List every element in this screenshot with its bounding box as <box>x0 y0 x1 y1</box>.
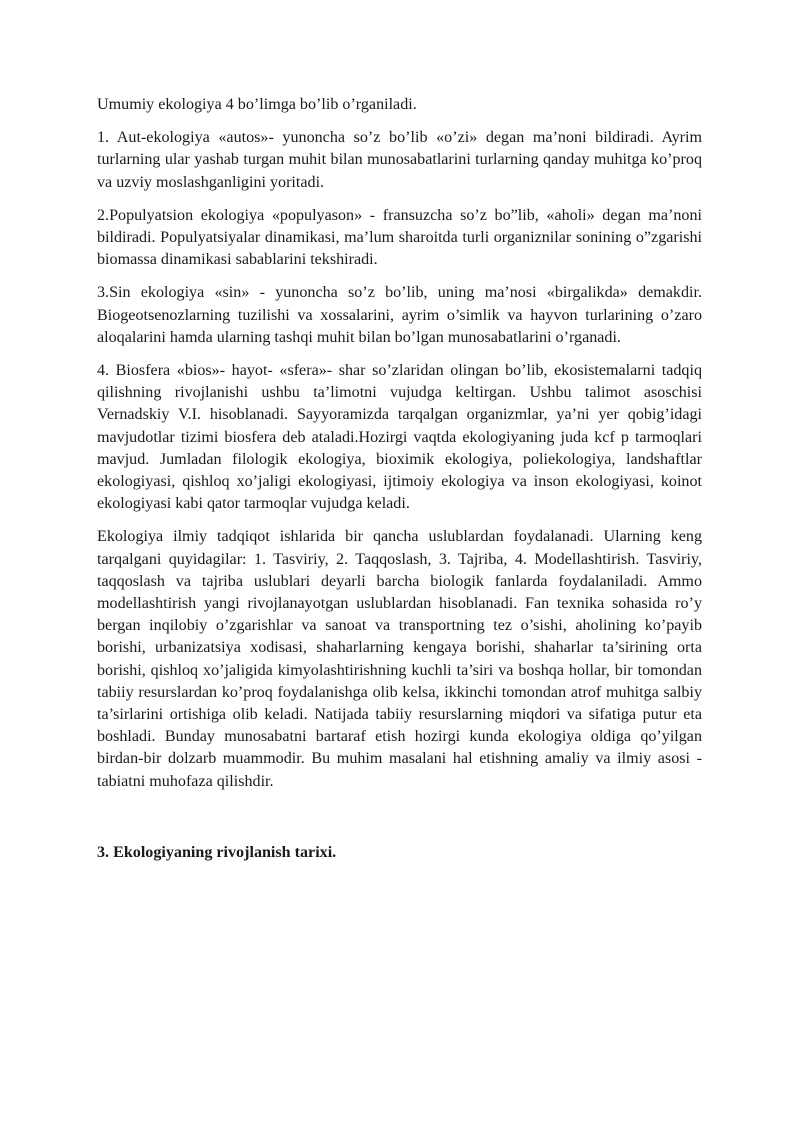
section-heading: 3. Ekologiyaning rivojlanish tarixi. <box>97 843 337 861</box>
intro-paragraph: Umumiy ekologiya 4 bo’limga bo’lib o’rganiladi. <box>97 96 417 113</box>
document-page <box>97 94 702 864</box>
biosfera-paragraph: 4. Biosfera «bios»- hayot- «sfera»- shar so’zlaridan olingan bo’lib, ekosistemalarni tadqiq qilishning rivojlanishi ushbu ta’limotni vujudga keltirgan. Ushbu talimot asoschisi Vernadskiy V.I. hisoblanadi. Sayyoramizda tarqalgan organizmlar, ya’ni yer qobig’idagi mavjudotlar tizimi biosfera deb ataladi.Hozirgi vaqtda ekologiyaning juda kcf p tarmoqlari mavjud. Jumladan filologik ekologiya, bioximik ekologiya, poliekologiya, landshaftlar ekologiyasi, qishloq xo’jaligi ekologiyasi, ijtimoiy ekologiya va inson ekologiyasi, koinot ekologiyasi kabi qator tarmoqlar vujudga keladi. <box>97 362 702 513</box>
sin-ekologiya-paragraph: 3.Sin ekologiya «sin» - yunoncha so’z bo’lib, uning ma’nosi «birgalikda» demakdir. Biogeotsenozlarning tuzilishi va xossalarini, ayrim o’simlik va hayvon turlarining o’zaro aloqalarini hamda ularning tashqi muhit bilan bo’lgan munosabatlarini o’rganadi. <box>97 284 702 346</box>
methods-paragraph: Ekologiya ilmiy tadqiqot ishlarida bir qancha uslublardan foydalanadi. Ularning keng tarqalgani quyidagilar: 1. Tasviriy, 2. Taqqoslash, 3. Tajriba, 4. Modellashtirish. Tasviriy, taqqoslash va tajriba uslublari deyarli barcha biologik fanlarda foydalaniladi. Ammo modellashtirish yangi rivojlanayotgan uslublardan hisoblanadi. Fan texnika sohasida ro’y bergan inqilobiy o’zgarishlar va sanoat va transportning tez o’sishi, aholining ko’payib borishi, urbanizatsiya xodisasi, shaharlarning kengaya borishi, shaharlar ta’sirining orta borishi, qishloq xo’jaligida kimyolashtirishning kuchli ta’siri va boshqa hollar, bir tomondan tabiiy resurslardan ko’proq foydalanishga olib kelsa, ikkinchi tomondan atrof muhitga salbiy ta’sirlarini ortishiga olib keladi. Natijada tabiiy resurslarning miqdori va sifatiga putur eta boshladi. Bunday munosabatni bartaraf etish hozirgi kunda ekologiya oldiga qo’yilgan birdan-bir dolzarb muammodir. Bu muhim masalani hal etishning amaliy va ilmiy asosi -tabiatni muhofaza qilishdir. <box>97 528 702 790</box>
populyatsion-ekologiya-paragraph: 2.Populyatsion ekologiya «populyason» - fransuzcha so’z bo”lib, «aholi» degan ma’noni bildiradi. Populyatsiyalar dinamikasi, ma’lum sharoitda turli organiznilar sonining o”zgarishi biomassa dinamikasi sabablarini tekshiradi. <box>97 206 702 269</box>
aut-ekologiya-paragraph: 1. Aut-ekologiya «autos»- yunoncha so’z bo’lib «o’zi» degan ma’noni bildiradi. Ayrim turlarning ular yashab turgan muhit bilan munosabatlarini turlarning qanday muhitga ko’proq va uzviy moslashganligini yoritadi. <box>97 129 702 191</box>
